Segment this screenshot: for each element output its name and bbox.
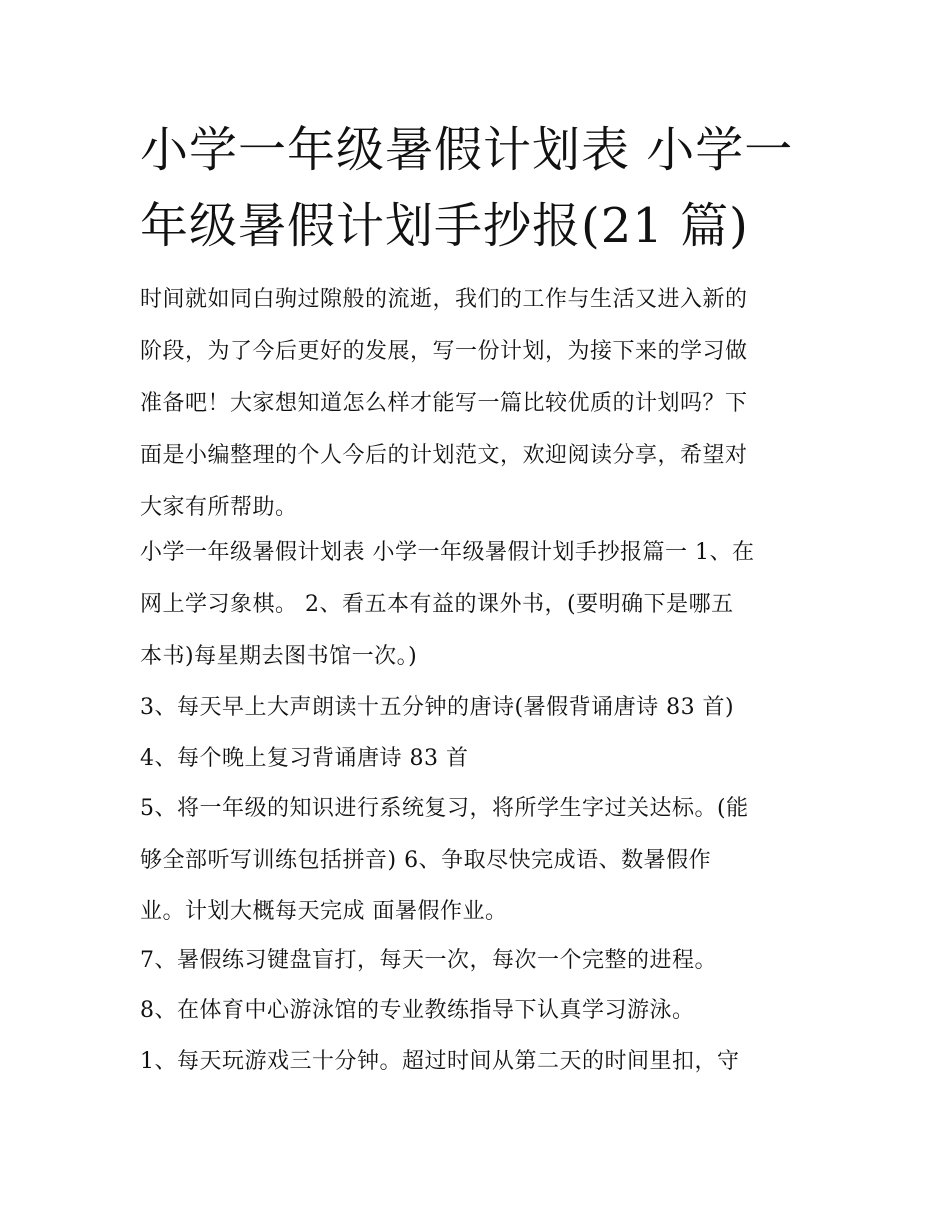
title-line-1: 小学一年级暑假计划表 小学一 — [140, 122, 794, 178]
text-line-3: 准备吧！大家想知道怎么样才能写一篇比较优质的计划吗？下 — [140, 391, 748, 416]
text-line-12: 够全部听写训练包括拼音) 6、争取尽快完成语、数暑假作 — [140, 848, 712, 873]
text-line-10: 4、每个晚上复习背诵唐诗 83 首 — [140, 746, 469, 771]
text-line-1: 时间就如同白驹过隙般的流逝，我们的工作与生活又进入新的 — [140, 287, 748, 312]
text-line-15: 8、在体育中心游泳馆的专业教练指导下认真学习游泳。 — [140, 998, 695, 1023]
text-line-7: 网上学习象棋。 2、看五本有益的课外书，(要明确下是哪五 — [140, 592, 734, 617]
text-line-5: 大家有所帮助。 — [140, 495, 298, 520]
title-line-2: 年级暑假计划手抄报(21 篇) — [140, 198, 749, 254]
text-line-2: 阶段，为了今后更好的发展，写一份计划，为接下来的学习做 — [140, 339, 748, 364]
text-line-6: 小学一年级暑假计划表 小学一年级暑假计划手抄报篇一 1、在 — [140, 540, 755, 565]
text-line-16: 1、每天玩游戏三十分钟。超过时间从第二天的时间里扣，守 — [140, 1049, 740, 1074]
text-line-11: 5、将一年级的知识进行系统复习，将所学生字过关达标。(能 — [140, 796, 749, 821]
text-line-4: 面是小编整理的个人今后的计划范文，欢迎阅读分享，希望对 — [140, 443, 748, 468]
text-line-13: 业。计划大概每天完成 面暑假作业。 — [140, 899, 508, 924]
text-line-8: 本书)每星期去图书馆一次。) — [140, 644, 418, 669]
text-line-9: 3、每天早上大声朗读十五分钟的唐诗(暑假背诵唐诗 83 首) — [140, 695, 735, 720]
document-title — [140, 112, 830, 264]
text-line-14: 7、暑假练习键盘盲打，每天一次，每次一个完整的进程。 — [140, 948, 717, 973]
